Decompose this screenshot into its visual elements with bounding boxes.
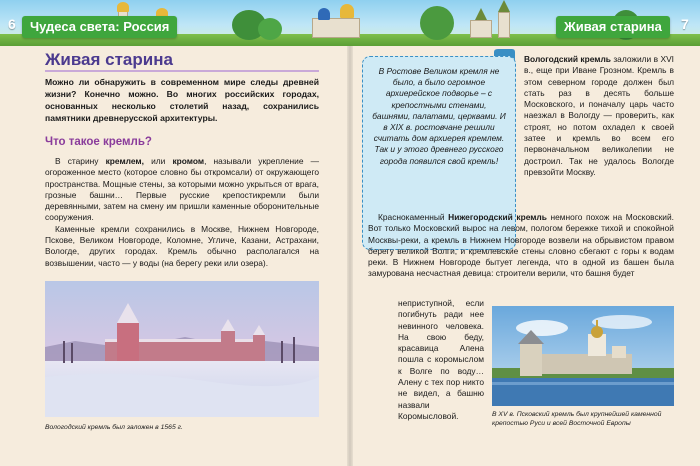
photo-pskov-kremlin xyxy=(492,306,674,406)
tower-shape xyxy=(470,20,492,38)
photo-caption-left: Вологодский кремль был заложен в 1565 г. xyxy=(45,424,183,431)
term-bold: кремлем, xyxy=(105,156,144,166)
body-column-left xyxy=(45,156,319,269)
text-span: или xyxy=(143,156,173,166)
page-number-right: 7 xyxy=(681,16,689,32)
book-spine xyxy=(347,0,353,466)
tree-shape xyxy=(420,6,454,40)
paragraph xyxy=(368,212,674,280)
header-illustration xyxy=(0,0,700,46)
paragraph: неприступной, если погибнуть ради нее невинного человека. На свою беду, красавица Алена пошла с коромыслом к Волге по воду… Алену с тех пор никто не видел, а башню назвали Коромысловой. xyxy=(398,298,484,421)
text-span: заложили в XVI в., еще при Иване Грозном. Кремль в этом северном городе должен был стать раз в десять больше Московского, и поначалу царь часто наезжал в Вологду — проверить, как строят, но потом охладел к своей затее и кремль во всем его первоначальном великолепии не достроил. Так не удалось Вологде превзойти Москву. xyxy=(524,54,674,177)
dome-shape xyxy=(318,8,330,20)
term-bold: кромом xyxy=(172,156,205,166)
paragraph xyxy=(524,54,674,178)
church-shape xyxy=(312,18,360,38)
tower-shape xyxy=(498,12,510,38)
paragraph xyxy=(45,156,319,224)
dome-shape xyxy=(340,4,354,18)
roof-shape xyxy=(498,0,510,12)
dome-shape xyxy=(117,2,129,12)
pskov-kremlin-illustration xyxy=(492,306,674,406)
body-column-nizhny xyxy=(368,212,674,280)
text-span: Краснокаменный xyxy=(378,212,449,222)
paragraph: Каменные кремли сохранились в Москве, Нижнем Новгороде, Пскове, Великом Новгороде, Коломне, Угличе, Казани, Астрахани, Вологде, других городах. Кремль обычно располагался на возвышении, часто — у воды (на берегу реки или озера). xyxy=(45,223,319,268)
term-bold: Вологодский кремль xyxy=(524,54,611,64)
term-bold: Нижегородский кремль xyxy=(448,212,547,222)
photo-vologda-kremlin xyxy=(45,281,319,417)
body-column-vologda xyxy=(524,54,674,178)
roof-shape xyxy=(475,8,487,20)
winter-kremlin-illustration xyxy=(45,281,319,417)
page-number-left: 6 xyxy=(8,16,16,32)
body-column-legend xyxy=(398,298,484,422)
section-tab-right: Живая старина xyxy=(556,16,670,38)
section-subtitle: Что такое кремль? xyxy=(45,136,152,148)
text-span: немного похож на Московский. Вот только Московский вырос на левом, пологом бережке тихой и спокойной Москвы-реки, а кремль в Нижнем Новгороде возвели на обрывистом правом берегу великой Волги, и кремлевские стены словно сбегают с горы к водам реки. В Нижнем Новгороде бытует легенда, что в одной из башен была замурована несчастная девица: строители верили, что башня будет xyxy=(368,212,674,279)
title-divider xyxy=(45,70,319,72)
section-tab-left: Чудеса света: Россия xyxy=(22,16,177,38)
text-span: В старину xyxy=(55,156,106,166)
page-title: Живая старина xyxy=(45,50,173,69)
text-span: , называли укрепление — огороженное место (которое словно бы откромсали) от окружающего пространства. Мощные стены, за которыми можно укрыться от врага, грозные башни… Первые русские крепостикремли были деревянными, затем на смену им пришли каменные оборонительные сооружения. xyxy=(45,156,319,223)
callout-text: В Ростове Великом кремля не было, а было огромное архиерейское подворье – с крепостными стенами, башнями, палатами, церквами. И в XIX в. ростовчане решили считать дом архиерея кремлем. Так и у этого древнего русского города появился свой кремль! xyxy=(372,66,506,166)
lead-paragraph: Можно ли обнаружить в современном мире следы древней жизни? Конечно можно. Во многих российских городах, основанных несколько столетий назад, сохранились памятники древнерусской архитектуры. xyxy=(45,77,319,123)
tree-shape xyxy=(258,18,282,40)
photo-caption-right: В XV в. Псковский кремль был крупнейшей каменной крепостью Руси и всей Восточной Европы xyxy=(492,411,662,427)
